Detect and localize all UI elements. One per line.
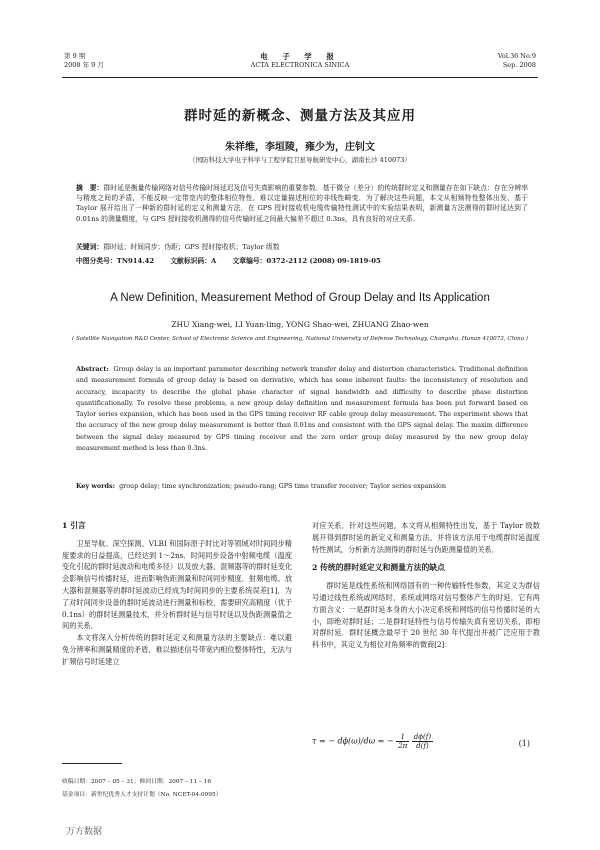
section-1-paragraph-2: 本文将深入分析传统的群时延定义和测量方法的主要缺点：难以避免分辨率和测量精度的矛盾，难以描述信号带宽内相位整体特性，无法与扩频信号时延建立 (62, 633, 293, 666)
article-number-label: 文章编号： (232, 257, 267, 265)
section-1-heading: 1 引言 (62, 521, 86, 530)
wanfang-watermark: 万方数据 (66, 827, 103, 837)
clc-value: TN914.42 (116, 257, 155, 265)
body-right-column (312, 520, 540, 651)
affiliation-cn: （国防科技大学电子科学与工程学院卫星导航研发中心，湖南长沙 410073） (189, 156, 411, 164)
equation-1 (312, 733, 540, 750)
fund-note: 基金项目：新世纪优秀人才支持计划（No. NCET-04-0995） (62, 792, 222, 798)
journal-name-en: ACTA ELECTRONICA SINICA (250, 61, 350, 69)
fraction-1-numerator: 1 (396, 733, 409, 742)
abstract-en-label: Abstract: (76, 365, 109, 373)
keywords-cn (76, 242, 528, 252)
footnotes (62, 776, 221, 802)
abstract-cn-label: 摘 要： (76, 184, 104, 192)
fraction-1-denominator: 2π (398, 742, 408, 750)
keywords-en (76, 481, 528, 491)
abstract-cn-text: 群时延是衡量传输网络对信号传输时间延迟及信号失真影响的重要参数．基于微分（差分）的传统群时定义和测量存在如下缺点：存在分辨率与精度之间的矛盾，不能反映一定带宽内的整体相位特性，难以定量描述相位的非线性畸变．为了解决这些问题，本文从相频特性整体出发，基于 Taylor 展开给出了一种新的群时延的定义和测量方法．在 GPS 授时接收机电缆传输特性测试中的实验结果表明，新测量方法测得的群时延达到了 0.01ns 的测量精度，与 GPS 授时接收机测得的信号传输时延之间最大偏差不超过 0.3ns，具有良好的对应关系． (76, 184, 529, 223)
fraction-2-numerator: dϕ(f) (413, 733, 432, 741)
issue-number: 第 9 期 (64, 52, 86, 60)
clc-label: 中图分类号： (76, 257, 117, 265)
fraction-2-denominator: d(f) (416, 742, 429, 750)
abstract-en (76, 364, 528, 454)
doc-code-label: 文献标识码： (170, 257, 212, 265)
footnote-rule (62, 763, 122, 764)
volume-date: Sep. 2008 (502, 61, 536, 69)
equation-lhs: τ = − dϕ(ω)/dω = − (312, 736, 394, 746)
section-1-paragraph-1: 卫星导航、深空探测、VLBI 和国际原子时比对等领域对时间同步精度要求的日益提高，已经达到 1～2ns．时间同步设备中射频电缆（温度变化引起的群时延波动和电缆多径）以及放大器、混频器等的群时延变化会影响信号传播时延，进而影响伪距测量和时间同步精度．射频电缆、放大器和混频器等的群时延波动已经成为时间同步的主要系统误差[1]．为了对时间同步设备的群时延波动进行测量和标校，需要研究高精度（优于 0.1ns）的群时延测量技术，并分析群时延与信号时延以及伪距测量值之间的关系． (62, 538, 293, 631)
section-2-paragraph-1: 群时延是线性系统和网络固有的一种传输特性参数，其定义为群信号通过线性系统或网络时，系统或网络对信号整体产生的时延．它有两方面含义：一是群时延本身的大小决定系统和网络的信号传播时延的大小，即绝对群时延；二是群时延特性与信号传输失真有密切关系，即相对群时延．群时延概念最早于 20 世纪 30 年代提出并被广泛应用于教科书中，其定义为相位对角频率的微商[2]： (312, 581, 540, 650)
received-date-note: 收稿日期：2007 – 05 – 31；修回日期：2007 – 11 – 16 (62, 779, 212, 785)
keywords-cn-label: 关键词： (76, 243, 104, 251)
equation-fraction-1 (396, 733, 409, 750)
section-1-continuation: 对应关系．针对这些问题，本文将从相频特性出发，基于 Taylor 级数展开得到群时延的新定义和测量方法，并将该方法用于电缆群时延温度特性测试，分析新方法测得的群时延与伪距测量值的关系． (312, 521, 540, 554)
abstract-cn (76, 183, 528, 224)
keywords-cn-text: 群时延；时间同步；伪距；GPS 授时接收机；Taylor 级数 (103, 243, 280, 251)
body-left-column (62, 520, 292, 668)
equation-fraction-2 (412, 733, 433, 750)
paper-title-en: A New Definition, Measurement Method of Group Delay and Its Application (110, 292, 490, 304)
issue-date: 2008 年 9 月 (64, 61, 104, 69)
classification-line (76, 256, 528, 266)
authors-en: ZHU Xiang-wei, LI Yuan-ling, YONG Shao-wei, ZHUANG Zhao-wen (171, 320, 429, 329)
section-2-heading: 2 传统的群时延定义和测量方法的缺点 (312, 563, 445, 573)
abstract-en-text: Group delay is an important parameter describing network transfer delay and distortion characteristics. Traditional definition and measurement formula of group delay is based on derivative, which has some inherent faults: the inconsistency of resolution and accuracy, incapacity to describe the global phase character of signal bandwidth and difficulty to describe phase distortion quantificationally. To resolve these problems, a new group delay definition and measurement formula has been put forward based on Taylor series expansion, which has been used in the GPS timing receiver RF cable group delay measurement. The experiment shows that the accuracy of the new group delay measurement is better than 0.01ns and consistent with the GPS signal delay. The maxim difference between the signal delay measured by GPS timing receiver and the zero order group delay measured by the new group delay measurement method is less than 0.3ns. (76, 365, 528, 453)
journal-volume-header (498, 52, 536, 70)
keywords-en-text: group delay; time synchronization; pseudo-rang; GPS time transfer receiver; Taylor series expansion (119, 482, 446, 490)
authors-cn: 朱祥维，李垣陵，雍少为，庄钊文 (225, 142, 375, 153)
volume-number: Vol.36 No.9 (497, 52, 536, 60)
journal-name-cn: 电 子 学 报 (260, 52, 340, 61)
article-number-value: 0372-2112 (2008) 09-1819-05 (266, 257, 381, 265)
affiliation-en: ( Satellite Navigation R&D Center, School of Electronic Science and Engineering, National University of Defense Technology, Changsha, Hunan 410073, China ) (71, 336, 528, 342)
paper-title-cn: 群时延的新概念、测量方法及其应用 (184, 108, 416, 124)
header-rule (62, 77, 538, 78)
keywords-en-label: Key words: (76, 482, 115, 490)
equation-number: (1) (518, 739, 530, 748)
doc-code-value: A (211, 257, 217, 265)
